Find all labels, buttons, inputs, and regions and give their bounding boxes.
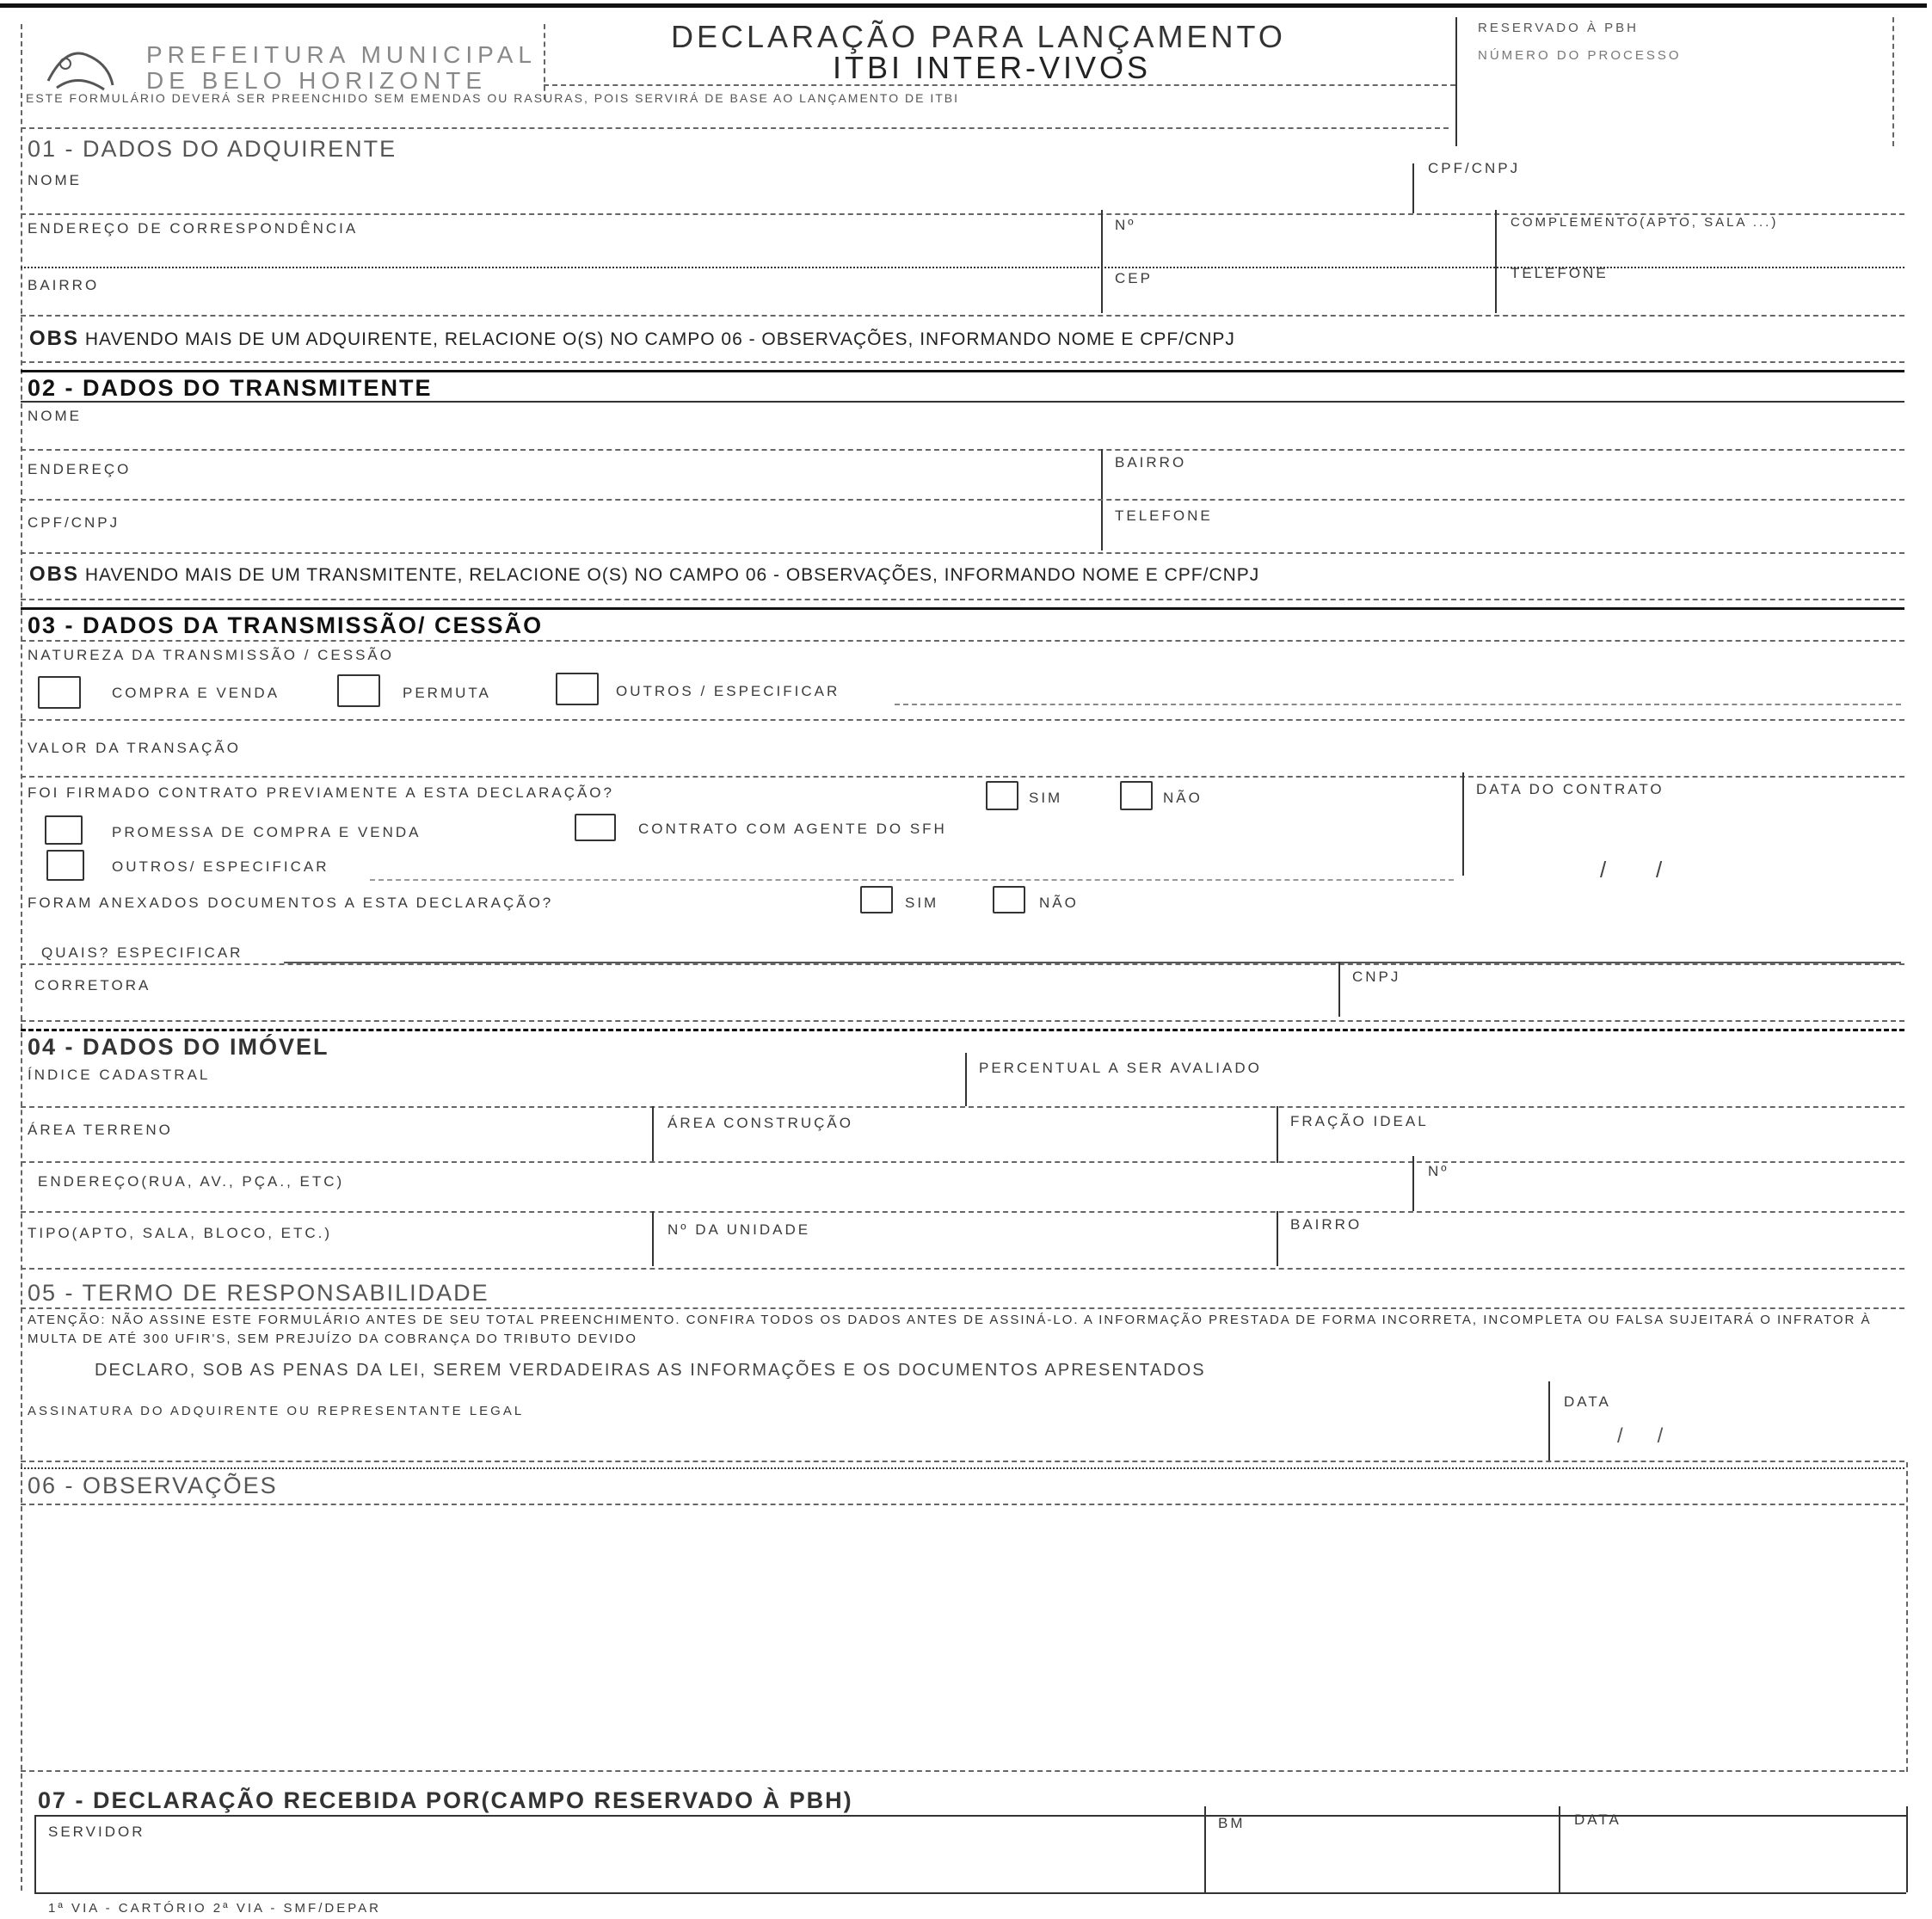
s03-contrato-nao-label: NÃO [1163,790,1203,806]
s03-corretora-field[interactable] [26,994,1333,1018]
s02-endereco-label: ENDEREÇO [28,461,132,477]
s03-data-contrato-label: DATA DO CONTRATO [1476,781,1664,797]
footer-vias: 1ª VIA - CARTÓRIO 2ª VIA - SMF/DEPAR [48,1901,381,1916]
s04-title: 04 - DADOS DO IMÓVEL [28,1034,329,1060]
s04-bairro-divider [1277,1211,1278,1266]
s04-numero-divider [1412,1156,1414,1211]
s03-rule-3 [21,963,1904,965]
s03-corretora-label: CORRETORA [34,977,151,993]
s02-bottom-rule [21,599,1904,600]
s05-declaro: DECLARO, SOB AS PENAS DA LEI, SEREM VERDADEIRAS AS INFORMAÇÕES E OS DOCUMENTOS APRESENTADOS [95,1361,1206,1380]
header-divider-right [1455,17,1457,146]
s03-docs-question: FORAM ANEXADOS DOCUMENTOS A ESTA DECLARAÇÃO? [28,895,554,911]
s03-data-contrato-date[interactable]: / / [1600,857,1663,883]
s03-natureza-label: NATUREZA DA TRANSMISSÃO / CESSÃO [28,647,394,663]
s01-cpf-divider [1412,163,1414,213]
s03-sfh-label: CONTRATO COM AGENTE DO SFH [638,821,947,837]
s04-bottom-rule [21,1268,1904,1270]
s03-contrato-sim-checkbox[interactable] [986,781,1018,810]
top-edge [0,3,1927,8]
form-left-border [21,24,22,1891]
s01-cep-label: CEP [1115,270,1153,286]
s05-bottom-rule [21,1461,1904,1462]
s07-right-border [1906,1806,1908,1892]
s02-nome-field[interactable] [26,425,1901,447]
s01-bairro-label: BAIRRO [28,277,100,293]
s03-title-rule [21,640,1904,642]
s07-data-divider [1559,1806,1560,1892]
s01-obs-text: HAVENDO MAIS DE UM ADQUIRENTE, RELACIONE O(S) NO CAMPO 06 - OBSERVAÇÕES, INFORMANDO NOME E CPF/CNPJ [84,329,1235,349]
s03-outros2-field[interactable] [370,857,1454,881]
s07-left-border [34,1815,36,1894]
s04-unidade-field[interactable] [661,1239,1273,1264]
s03-docs-sim-label: SIM [905,895,939,911]
s06-top-rule [21,1467,1904,1469]
s01-numero-label: Nº [1115,217,1136,233]
s03-rule-1 [21,719,1904,721]
s04-rule-1 [21,1106,1904,1108]
s03-cnpj-field[interactable] [1347,986,1898,1015]
s07-title-rule [34,1815,1906,1817]
s04-numero-field[interactable] [1421,1180,1899,1208]
header-instruction: ESTE FORMULÁRIO DEVERÁ SER PREENCHIDO SEM EMENDAS OU RASURAS, POIS SERVIRÁ DE BASE AO LANÇAMENTO DE ITBI [26,91,960,105]
s04-area-terreno-label: ÁREA TERRENO [28,1122,173,1138]
s01-title: 01 - DADOS DO ADQUIRENTE [28,136,397,162]
s05-data-label: DATA [1564,1393,1611,1410]
s04-indice-label: ÍNDICE CADASTRAL [28,1067,211,1083]
s02-bairro-field[interactable] [1110,471,1901,495]
s03-docs-nao-label: NÃO [1039,895,1079,911]
s03-cnpj-label: CNPJ [1352,969,1401,985]
s03-bottom-rule [21,1020,1904,1022]
s03-docs-nao-checkbox[interactable] [993,886,1025,913]
s04-numero-label: Nº [1428,1163,1449,1179]
s07-bottom-rule [34,1892,1906,1894]
s03-promessa-label: PROMESSA DE COMPRA E VENDA [112,824,421,840]
s07-servidor-label: SERVIDOR [48,1824,145,1840]
s01-complemento-divider [1495,210,1497,313]
s01-rule-2 [21,267,1904,268]
s01-nome-field[interactable] [26,189,1402,215]
s02-telefone-field[interactable] [1110,523,1901,547]
s01-complemento-label: COMPLEMENTO(APTO, SALA ...) [1511,215,1779,230]
s02-rule-1 [21,449,1904,451]
s04-area-construcao-divider [652,1106,654,1163]
s06-title: 06 - OBSERVAÇÕES [28,1473,278,1498]
s04-area-construcao-field[interactable] [661,1132,1273,1158]
s03-permuta-checkbox[interactable] [337,674,380,707]
s03-outros2-checkbox[interactable] [46,850,84,881]
city-name-line1: PREFEITURA MUNICIPAL [146,41,537,68]
s04-area-terreno-field[interactable] [26,1137,645,1159]
s04-unidade-divider [652,1211,654,1266]
s01-obs [29,327,1235,351]
s01-complemento-field[interactable] [1504,232,1899,258]
s01-bottom-rule [21,361,1904,363]
s02-obs-text: HAVENDO MAIS DE UM TRANSMITENTE, RELACIONE O(S) NO CAMPO 06 - OBSERVAÇÕES, INFORMANDO NOME E CPF/CNPJ [84,565,1260,585]
s04-fracao-label: FRAÇÃO IDEAL [1290,1113,1429,1129]
s01-telefone-field[interactable] [1504,284,1899,310]
s01-numero-divider [1101,210,1103,313]
s07-bm-label: BM [1218,1815,1246,1831]
s05-title: 05 - TERMO DE RESPONSABILIDADE [28,1280,489,1306]
s03-quais-field[interactable] [284,938,1901,963]
s03-outros-checkbox[interactable] [556,673,599,705]
s07-data-label: DATA [1574,1811,1621,1828]
s02-rule-3 [21,552,1904,554]
s04-rule-2 [21,1161,1904,1163]
s02-title: 02 - DADOS DO TRANSMITENTE [28,375,433,401]
s02-endereco-field[interactable] [26,478,1092,501]
s03-outros-label: OUTROS / ESPECIFICAR [616,683,840,699]
s02-rule-2 [21,499,1904,501]
s06-title-rule [21,1504,1904,1505]
reserved-box-right [1892,17,1894,146]
header-underline [544,84,1455,86]
s02-telefone-label: TELEFONE [1115,507,1213,524]
s07-title: 07 - DECLARAÇÃO RECEBIDA POR(CAMPO RESERVADO À PBH) [38,1787,853,1813]
s02-obs [29,563,1259,587]
s04-endereco-label: ENDEREÇO(RUA, AV., PÇA., ETC) [38,1173,345,1190]
s03-contrato-question: FOI FIRMADO CONTRATO PREVIAMENTE A ESTA DECLARAÇÃO? [28,784,614,801]
s04-endereco-field[interactable] [26,1190,1402,1211]
s01-top-rule [21,127,1449,129]
s04-unidade-label: Nº DA UNIDADE [668,1221,811,1238]
s03-contrato-nao-checkbox[interactable] [1120,781,1153,810]
s02-title-rule [21,401,1904,403]
s01-cpf-field[interactable] [1419,177,1884,212]
reserved-pbh: RESERVADO À PBH [1478,21,1639,35]
s03-valor-field[interactable] [26,757,1901,778]
s02-obs-label: OBS [29,563,80,586]
process-number-field[interactable] [1462,69,1910,138]
s01-obs-label: OBS [29,327,80,350]
s03-outros2-label: OUTROS/ ESPECIFICAR [112,858,329,875]
s03-compra-checkbox[interactable] [38,676,81,709]
s03-cnpj-divider [1338,962,1340,1017]
s04-indice-field[interactable] [26,1082,955,1104]
city-name-line2: DE BELO HORIZONTE [146,67,488,94]
s03-outros-field[interactable] [895,678,1901,705]
s04-top-rule [21,1029,1904,1031]
s04-percentual-field[interactable] [972,1077,1901,1103]
s05-title-rule [21,1307,1904,1309]
s05-warning: ATENÇÃO: NÃO ASSINE ESTE FORMULÁRIO ANTES DE SEU TOTAL PREENCHIMENTO. CONFIRA TODOS OS DADOS ANTES DE ASSINÁ-LO. A INFORMAÇÃO PRESTADA DE FORMA INCORRETA, INCOMPLETA OU FALSA SUJEITARÁ O INFRATOR À MULTA DE ATÉ 300 UFIR'S, SEM PREJUÍZO DA COBRANÇA DO TRIBUTO DEVIDO [28,1313,1872,1346]
s02-nome-label: NOME [28,408,82,424]
pbh-logo [40,38,121,96]
s03-promessa-checkbox[interactable] [45,815,83,845]
s01-numero-field[interactable] [1110,234,1488,260]
s07-servidor-field[interactable] [43,1841,1196,1889]
s06-right-border [1906,1462,1908,1772]
s04-percentual-divider [965,1053,967,1106]
s07-bm-field[interactable] [1211,1832,1555,1889]
s02-cpf-label: CPF/CNPJ [28,514,120,531]
s06-bottom-rule [21,1770,1904,1772]
s05-assinatura-label: ASSINATURA DO ADQUIRENTE OU REPRESENTANTE LEGAL [28,1404,525,1418]
s03-valor-label: VALOR DA TRANSAÇÃO [28,740,241,756]
s03-contrato-sim-label: SIM [1029,790,1063,806]
s05-data-divider [1548,1381,1550,1461]
s04-tipo-field[interactable] [26,1242,645,1264]
s03-sfh-checkbox[interactable] [575,814,616,841]
form-title-line1: DECLARAÇÃO PARA LANÇAMENTO [671,19,1286,54]
s03-data-contrato-divider [1462,772,1464,876]
s04-tipo-label: TIPO(APTO, SALA, BLOCO, ETC.) [28,1225,333,1241]
s02-bairro-label: BAIRRO [1115,454,1187,471]
s04-fracao-divider [1277,1106,1278,1163]
s04-bairro-field[interactable] [1283,1233,1899,1263]
s03-permuta-label: PERMUTA [403,685,491,701]
s07-bm-divider [1204,1806,1206,1892]
header-divider-left [544,24,545,100]
s04-area-construcao-label: ÁREA CONSTRUÇÃO [668,1115,853,1131]
s02-top-rule [21,370,1904,372]
s05-data-date[interactable]: / / [1617,1424,1664,1448]
s03-docs-sim-checkbox[interactable] [860,886,893,913]
s01-rule-3 [21,315,1904,317]
s02-cpf-field[interactable] [26,528,1092,549]
s01-endereco-label: ENDEREÇO DE CORRESPONDÊNCIA [28,220,359,237]
s06-observacoes-field[interactable] [26,1507,1901,1767]
s07-data-field[interactable] [1566,1829,1901,1889]
s03-quais-label: QUAIS? ESPECIFICAR [41,944,243,961]
s01-cpf-label: CPF/CNPJ [1428,160,1521,176]
s01-endereco-field[interactable] [26,237,1092,263]
s03-rule-2 [21,776,1904,778]
s01-nome-label: NOME [28,172,82,188]
s01-cep-field[interactable] [1110,287,1488,311]
s04-fracao-field[interactable] [1283,1130,1899,1158]
s04-percentual-label: PERCENTUAL A SER AVALIADO [979,1060,1262,1076]
s04-rule-3 [21,1211,1904,1213]
s03-title: 03 - DADOS DA TRANSMISSÃO/ CESSÃO [28,612,544,638]
s04-bairro-label: BAIRRO [1290,1216,1363,1233]
s05-assinatura-field[interactable] [26,1421,1540,1457]
s03-top-rule [21,607,1904,610]
s03-compra-label: COMPRA E VENDA [112,685,280,701]
form-title-line2: ITBI INTER-VIVOS [833,50,1152,85]
process-number-label: NÚMERO DO PROCESSO [1478,48,1682,63]
s01-telefone-label: TELEFONE [1511,265,1609,281]
s01-bairro-field[interactable] [26,292,1092,315]
